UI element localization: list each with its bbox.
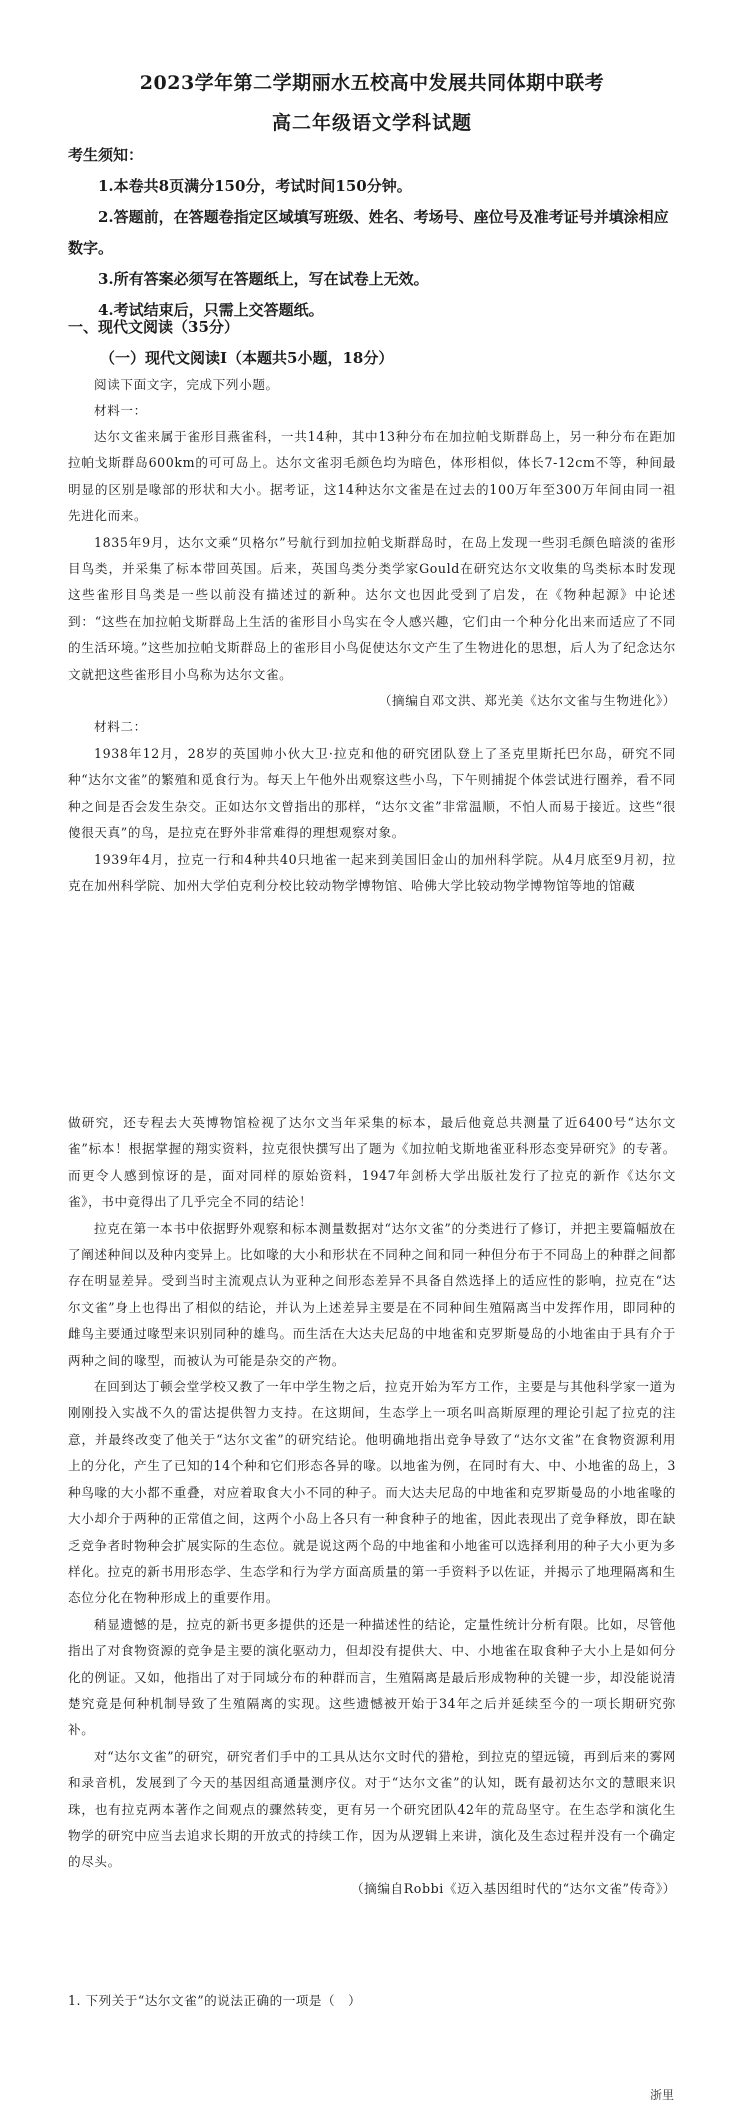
paragraph: 达尔文雀来属于雀形目燕雀科，一共14种，其中13种分布在加拉帕戈斯群岛上，另一种分布在距加拉帕戈斯群岛600km的可可岛上。达尔文雀羽毛颜色均为暗色，体形相似，体长7-12cm不等，种间最明显的区别是喙部的形状和大小。据考证，这14种达尔文雀是在过去的100万年至300万年间由同一祖先进化而来。 (68, 429, 676, 524)
paragraph: 1938年12月，28岁的英国帅小伙大卫·拉克和他的研究团队登上了圣克里斯托巴尔岛，研究不同种“达尔文雀”的繁殖和觅食行为。每天上午他外出观察这些小鸟，下午则捕捉个体尝试进行圈养，看不同种之间是否会发生杂交。正如达尔文曾指出的那样，“达尔文雀”非常温顺，不怕人而易于接近。这些“很傻很天真”的鸟，是拉克在野外非常难得的理想观察对象。 (68, 745, 676, 841)
paragraph: 拉克在第一本书中依据野外观察和标本测量数据对“达尔文雀”的分类进行了修订，并把主要篇幅放在了阐述种间以及种内变异上。比如喙的大小和形状在不同种之间和同一种但分布于不同岛上的种群之间都存在明显差异。受到当时主流观点认为亚种之间形态差异不具备自然选择上的适应性的影响，拉克在“达尔文雀”身上也得出了相似的结论，并认为上述差异主要是在不同种间生殖隔离当中发挥作用，即同种的雌鸟主要通过喙型来识别同种的雄鸟。而生活在大达夫尼岛的中地雀和克罗斯曼岛的小地雀由于具有介于两种之间的喙型，而被认为可能是杂交的产物。 (68, 1220, 676, 1368)
paragraph: 稍显遗憾的是，拉克的新书更多提供的还是一种描述性的结论，定量性统计分析有限。比如，尽管他指出了对食物资源的竞争是主要的演化驱动力，但却没有提供大、中、小地雀在取食种子大小上是如何分化的例证。又如，他指出了对于同域分布的种群而言，生殖隔离是最后形成物种的关键一步，却没能说清楚究竟是何种机制导致了生殖隔离的实现。这些遗憾被开始于34年之后并延续至今的一项长期研究弥补。 (68, 1616, 676, 1738)
notice-heading: 考生须知： (68, 146, 144, 164)
subsection-heading: （一）现代文阅读Ⅰ（本题共5小题，18分） (100, 349, 394, 367)
notice-item: 3.所有答案必须写在答题纸上，写在试卷上无效。 (98, 270, 429, 288)
exam-title: 2023学年第二学期丽水五校高中发展共同体期中联考 (139, 72, 605, 94)
corner-watermark: 浙里 (650, 2088, 675, 2102)
section-heading: 一、现代文阅读（35分） (68, 318, 239, 336)
reading-passage-part2 (68, 1110, 676, 1902)
notice-item: 1.本卷共8页满分150分，考试时间150分钟。 (98, 177, 412, 195)
paragraph: 1939年4月，拉克一行和4种共40只地雀一起来到美国旧金山的加州科学院。从4月底至9月初，拉克在加州科学院、加州大学伯克利分校比较动物学博物馆、哈佛大学比较动物学博物馆等地的馆藏 (68, 851, 676, 893)
source-citation: （摘编自邓文洪、郑光美《达尔文雀与生物进化》） (378, 693, 676, 709)
exam-subtitle: 高二年级语文学科试题 (271, 112, 472, 134)
question-1: 1. 下列关于“达尔文雀”的说法正确的一项是（ ） (68, 1993, 362, 2008)
material1-label: 材料一： (94, 403, 147, 419)
reading-intro (68, 372, 676, 425)
paragraph: 1835年9月，达尔文乘“贝格尔”号航行到加拉帕戈斯群岛时，在岛上发现一些羽毛颜色暗淡的雀形目鸟类，并采集了标本带回英国。后来，英国鸟类分类学家Gould在研究达尔文收集的鸟类标本时发现这些雀形目鸟类是一些以前没有描述过的新种。达尔文也因此受到了启发，在《物种起源》中论述到：“这些在加拉帕戈斯群岛上生活的雀形目小鸟实在令人感兴趣，它们由一个种分化出来而适应了不同的生活环境。”这些加拉帕戈斯群岛上的雀形目小鸟促使达尔文产生了生物进化的思想，后人为了纪念达尔文就把这些雀形目小鸟称为达尔文雀。 (68, 534, 676, 682)
notice-item: 4.考试结束后，只需上交答题纸。 (98, 301, 324, 319)
source-citation: （摘编自Robbi《迈入基因组时代的“达尔文雀”传奇》） (350, 1880, 676, 1896)
paragraph: 做研究，还专程去大英博物馆检视了达尔文当年采集的标本，最后他竟总共测量了近6400号“达尔文雀”标本！根据掌握的翔实资料，拉克很快撰写出了题为《加拉帕戈斯地雀亚科形态变异研究》的专著。而更令人感到惊讶的是，面对同样的原始资料，1947年剑桥大学出版社发行了拉克的新作《达尔文雀》，书中竟得出了几乎完全不同的结论！ (68, 1115, 676, 1210)
paragraph: 在回到达丁顿会堂学校又教了一年中学生物之后，拉克开始为军方工作，主要是与其他科学家一道为刚刚投入实战不久的雷达提供智力支持。在这期间，生态学上一项名叫高斯原理的理论引起了拉克的注意，并最终改变了他关于“达尔文雀”的研究结论。他明确地指出竞争导致了“达尔文雀”在食物资源利用上的分化，产生了已知的14个种和它们形态各异的喙。以地雀为例，在同时有大、中、小地雀的岛上，3种鸟喙的大小都不重叠，对应着取食大小不同的种子。而大达夫尼岛的中地雀和克罗斯曼岛的小地雀喙的大小却介于两种的正常值之间，这两个小岛上各只有一种食种子的地雀，因此表现出了竞争释放，即在缺乏竞争者时物种会扩展实际的生态位。就是说这两个岛的中地雀和小地雀可以选择利用的种子大小更为多样化。拉克的新书用形态学、生态学和行为学方面高质量的第一手资料予以佐证，并揭示了地理隔离和生态位分化在物种形成上的重要作用。 (68, 1379, 676, 1606)
notice-block (68, 140, 676, 326)
material2-label: 材料二： (94, 719, 147, 735)
intro-text: 阅读下面文字，完成下列小题。 (94, 377, 279, 392)
paragraph: 对“达尔文雀”的研究，研究者们手中的工具从达尔文时代的猎枪，到拉克的望远镜，再到后来的雾网和录音机，发展到了今天的基因组高通量测序仪。对于“达尔文雀”的认知，既有最初达尔文的慧眼来识珠，也有拉克两本著作之间观点的骤然转变，更有另一个研究团队42年的荒岛坚守。在生态学和演化生物学的研究中应当去追求长期的开放式的持续工作，因为从逻辑上来讲，演化及生态过程并没有一个确定的尽头。 (68, 1748, 676, 1870)
reading-passage-part1 (68, 424, 676, 899)
notice-item: 2.答题前，在答题卷指定区域填写班级、姓名、考场号、座位号及准考证号并填涂相应数字。 (68, 208, 669, 257)
